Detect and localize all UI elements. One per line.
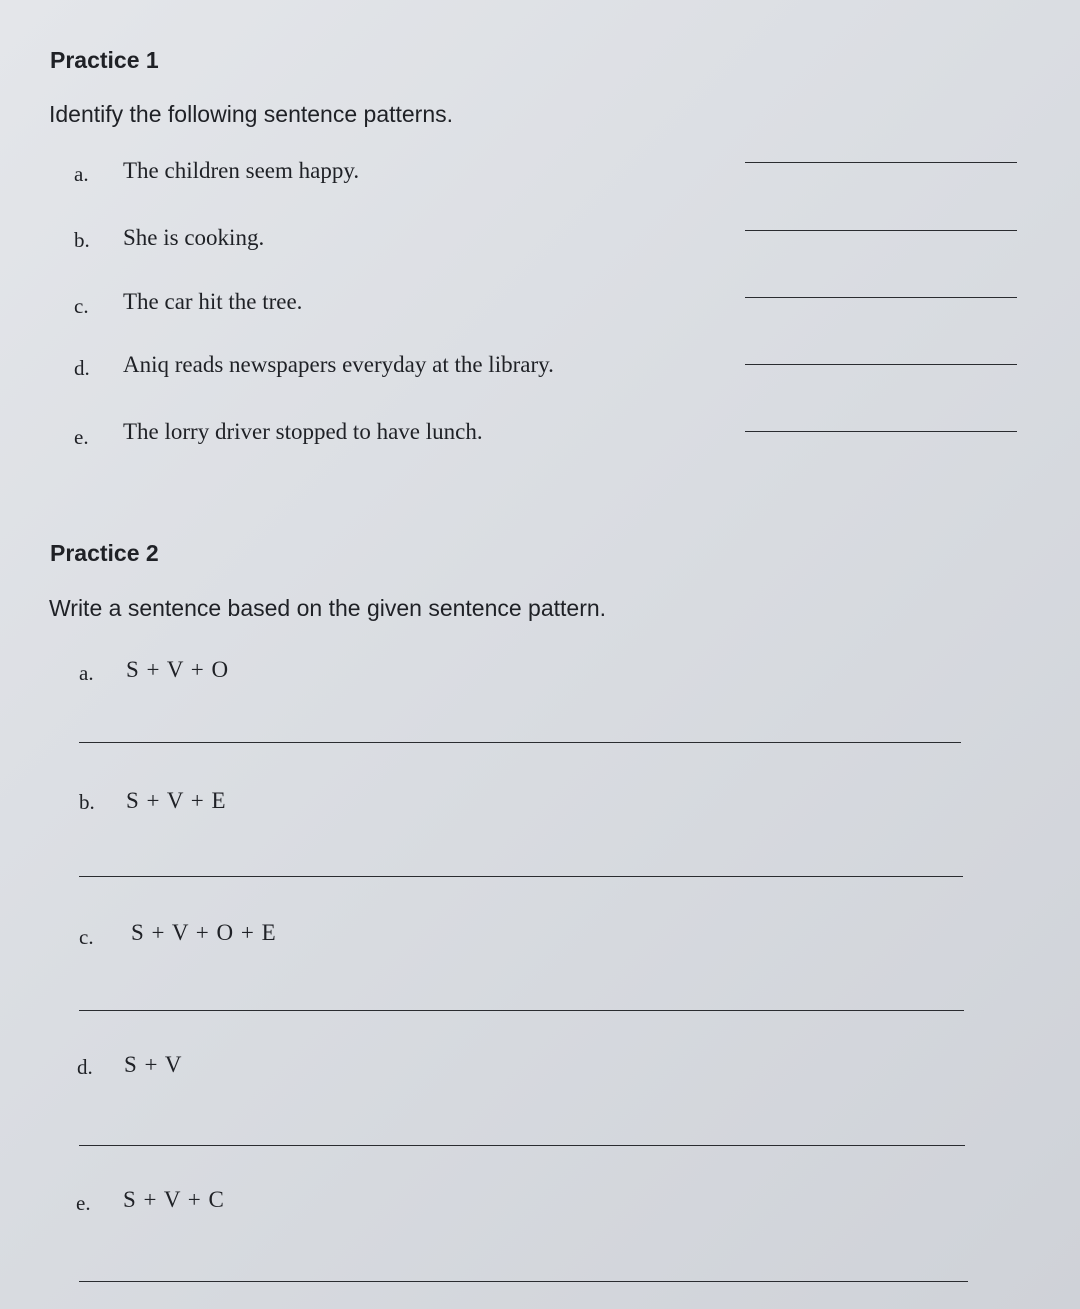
item-sentence: She is cooking. — [123, 225, 265, 250]
item-sentence: The car hit the tree. — [123, 289, 303, 314]
item-letter: d. — [74, 356, 90, 380]
answer-line[interactable] — [79, 1010, 964, 1011]
item-sentence: Aniq reads newspapers everyday at the library. — [123, 352, 554, 377]
answer-line[interactable] — [745, 297, 1017, 298]
item-letter: e. — [74, 425, 89, 449]
item-letter: b. — [74, 228, 90, 252]
answer-line[interactable] — [79, 1281, 968, 1282]
practice-2-heading: Practice 2 — [50, 540, 159, 566]
item-letter: c. — [79, 925, 94, 949]
item-sentence: The children seem happy. — [123, 158, 360, 183]
practice-1-heading: Practice 1 — [50, 47, 159, 73]
answer-line[interactable] — [745, 230, 1017, 231]
sentence-pattern: S + V — [124, 1052, 183, 1077]
answer-line[interactable] — [745, 431, 1017, 432]
sentence-pattern: S + V + O — [126, 657, 230, 682]
practice-1-instruction: Identify the following sentence patterns. — [49, 101, 454, 127]
practice-2-instruction: Write a sentence based on the given sentence pattern. — [49, 595, 607, 621]
item-letter: a. — [74, 162, 89, 186]
item-letter: c. — [74, 294, 89, 318]
answer-line[interactable] — [79, 1145, 965, 1146]
item-letter: d. — [77, 1055, 93, 1079]
sentence-pattern: S + V + O + E — [131, 920, 277, 945]
answer-line[interactable] — [79, 742, 961, 743]
item-letter: a. — [79, 661, 94, 685]
item-letter: b. — [79, 790, 95, 814]
item-letter: e. — [76, 1191, 91, 1215]
answer-line[interactable] — [79, 876, 963, 877]
sentence-pattern: S + V + C — [123, 1187, 225, 1212]
item-sentence: The lorry driver stopped to have lunch. — [123, 419, 483, 444]
answer-line[interactable] — [745, 364, 1017, 365]
sentence-pattern: S + V + E — [126, 788, 227, 813]
answer-line[interactable] — [745, 162, 1017, 163]
